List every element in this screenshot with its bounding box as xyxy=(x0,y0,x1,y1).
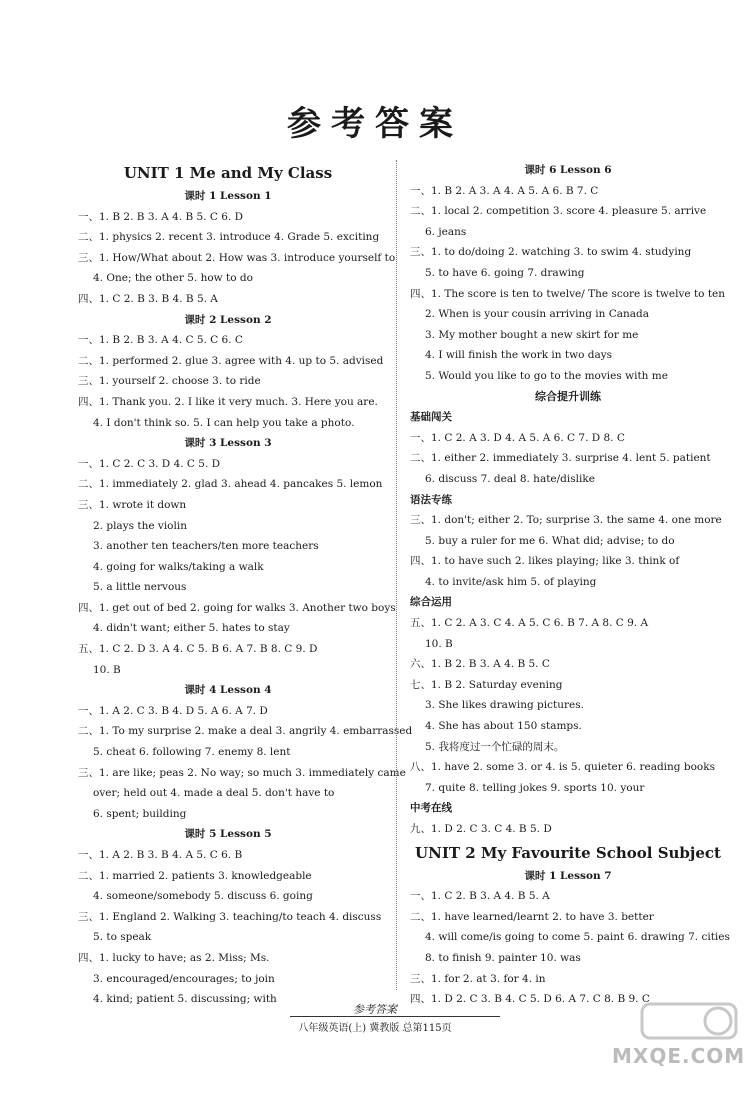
answer-line: 一、1. C 2. C 3. D 4. C 5. D xyxy=(78,457,221,470)
answer-line: 5. cheat 6. following 7. enemy 8. lent xyxy=(93,746,291,759)
answer-line: 4. will come/is going to come 5. paint 6. drawing 7. cities xyxy=(425,931,730,944)
answer-line: 7. quite 8. telling jokes 9. sports 10. your xyxy=(425,781,645,794)
answer-line: 4. One; the other 5. how to do xyxy=(93,272,253,285)
lesson-heading: 课时 1 Lesson 1 xyxy=(184,190,272,202)
lesson-heading: 课时 6 Lesson 6 xyxy=(524,164,612,176)
answer-line: 四、1. Thank you. 2. I like it very much. 3. Here you are. xyxy=(78,395,378,408)
answer-line: 二、1. local 2. competition 3. score 4. pleasure 5. arrive xyxy=(410,205,707,218)
watermark-text: MXQE.COM xyxy=(612,1044,746,1068)
answer-line: 四、1. lucky to have; as 2. Miss; Ms. xyxy=(78,951,270,964)
answer-line: 二、1. To my surprise 2. make a deal 3. angrily 4. embarrassed xyxy=(78,725,413,738)
answer-line: 一、1. A 2. B 3. B 4. A 5. C 6. B xyxy=(78,849,243,861)
answer-line: 四、1. to have such 2. likes playing; like 3. think of xyxy=(410,555,680,568)
answer-line: 二、1. physics 2. recent 3. introduce 4. Grade 5. exciting xyxy=(78,231,380,244)
answer-line: 4. going for walks/taking a walk xyxy=(93,560,264,573)
answer-line: 三、1. yourself 2. choose 3. to ride xyxy=(78,375,261,388)
watermark-logo-icon xyxy=(640,1000,738,1042)
answer-line: 3. encouraged/encourages; to join xyxy=(93,972,275,985)
answer-line: 4. kind; patient 5. discussing; with xyxy=(93,993,277,1006)
right-answer-column xyxy=(410,160,730,1010)
answer-line: 一、1. B 2. B 3. A 4. B 5. C 6. D xyxy=(78,210,244,223)
section-heading: 综合提升训练 xyxy=(535,389,601,403)
answer-line: 三、1. England 2. Walking 3. teaching/to teach 4. discuss xyxy=(78,910,382,923)
subsection-heading: 综合运用 xyxy=(410,596,452,609)
answer-line: 4. to invite/ask him 5. of playing xyxy=(425,575,597,588)
answer-line: 四、1. The score is ten to twelve/ The score is twelve to ten xyxy=(410,287,726,300)
subsection-heading: 中考在线 xyxy=(410,802,452,815)
answer-line: 八、1. have 2. some 3. or 4. is 5. quieter 6. reading books xyxy=(410,761,715,774)
answer-line: 5. to speak xyxy=(93,931,152,944)
answer-line: 5. to have 6. going 7. drawing xyxy=(425,266,585,279)
answer-line: 3. My mother bought a new skirt for me xyxy=(425,328,639,341)
answer-line: 10. B xyxy=(93,663,121,676)
answer-line: 3. She likes drawing pictures. xyxy=(425,699,584,712)
answer-line: 二、1. performed 2. glue 3. agree with 4. up to 5. advised xyxy=(78,354,384,367)
answer-line: 4. someone/somebody 5. discuss 6. going xyxy=(93,890,313,903)
answer-line: 5. buy a ruler for me 6. What did; advise; to do xyxy=(425,534,675,547)
answer-line: 5. a little nervous xyxy=(93,581,187,594)
answer-line: 七、1. B 2. Saturday evening xyxy=(410,678,563,691)
lesson-heading: 课时 5 Lesson 5 xyxy=(184,828,272,841)
answer-line: 6. jeans xyxy=(425,225,467,238)
answer-line: 五、1. C 2. D 3. A 4. C 5. B 6. A 7. B 8. C 9. D xyxy=(78,643,318,656)
answer-line: 5. Would you like to go to the movies with me xyxy=(425,369,668,382)
answer-line: 三、1. How/What about 2. How was 3. introduce yourself to xyxy=(78,251,396,264)
lesson-heading: 课时 2 Lesson 2 xyxy=(184,313,272,326)
answer-line: 六、1. B 2. B 3. A 4. B 5. C xyxy=(410,658,550,671)
column-divider xyxy=(396,160,397,990)
footer-title: 参考答案 xyxy=(353,1003,397,1016)
answer-line: 4. I will finish the work in two days xyxy=(425,349,613,362)
answer-line: 8. to finish 9. painter 10. was xyxy=(425,951,581,964)
page-title: 参考答案 xyxy=(287,104,463,144)
answer-line: 五、1. C 2. A 3. C 4. A 5. C 6. B 7. A 8. C 9. A xyxy=(410,617,649,630)
answer-line: 三、1. to do/doing 2. watching 3. to swim 4. studying xyxy=(410,246,692,259)
answer-line: 四、1. get out of bed 2. going for walks 3. Another two boys xyxy=(78,601,396,614)
answer-line: 一、1. B 2. A 3. A 4. A 5. A 6. B 7. C xyxy=(410,184,599,197)
answer-line: 四、1. C 2. B 3. B 4. B 5. A xyxy=(78,292,218,305)
answer-line: 一、1. B 2. B 3. A 4. C 5. C 6. C xyxy=(78,334,243,347)
answer-line: 二、1. married 2. patients 3. knowledgeable xyxy=(78,869,312,882)
answer-line: 6. spent; building xyxy=(93,807,187,820)
answer-line: 二、1. immediately 2. glad 3. ahead 4. pancakes 5. lemon xyxy=(78,478,383,491)
answer-line: 二、1. either 2. immediately 3. surprise 4. lent 5. patient xyxy=(410,452,711,465)
answer-line: 3. another ten teachers/ten more teachers xyxy=(93,540,319,553)
lesson-heading: 课时 4 Lesson 4 xyxy=(184,684,272,697)
answer-line: 四、1. D 2. C 3. B 4. C 5. D 6. A 7. C 8. B 9. C xyxy=(410,993,650,1006)
footer-rule xyxy=(290,1016,500,1017)
unit-heading: UNIT 1 Me and My Class xyxy=(123,164,333,182)
answer-line: 九、1. D 2. C 3. C 4. B 5. D xyxy=(410,823,552,835)
answer-line: 4. She has about 150 stamps. xyxy=(425,720,582,733)
answer-line: 一、1. C 2. A 3. D 4. A 5. A 6. C 7. D 8. C xyxy=(410,431,625,444)
answer-line: 三、1. are like; peas 2. No way; so much 3. immediately came xyxy=(78,766,406,779)
footer-subtitle: 八年级英语(上) 冀教版 总第115页 xyxy=(298,1023,452,1034)
answer-line: 5. 我将度过一个忙碌的周末。 xyxy=(425,740,565,753)
answer-line: 三、1. for 2. at 3. for 4. in xyxy=(410,972,546,985)
answer-line: 4. didn't want; either 5. hates to stay xyxy=(93,622,290,635)
answer-line: 6. discuss 7. deal 8. hate/dislike xyxy=(425,472,595,485)
answer-line: 三、1. don't; either 2. To; surprise 3. the same 4. one more xyxy=(410,514,722,527)
lesson-heading: 课时 1 Lesson 7 xyxy=(524,869,612,882)
answer-line: 2. plays the violin xyxy=(93,519,187,532)
answer-line: 4. I don't think so. 5. I can help you take a photo. xyxy=(93,416,355,429)
subsection-heading: 基础闯关 xyxy=(410,411,452,424)
answer-line: 一、1. A 2. C 3. B 4. D 5. A 6. A 7. D xyxy=(78,704,268,717)
answer-line: 三、1. wrote it down xyxy=(78,498,187,511)
lesson-heading: 课时 3 Lesson 3 xyxy=(184,437,272,450)
answer-line: over; held out 4. made a deal 5. don't have to xyxy=(93,787,335,800)
answer-line: 2. When is your cousin arriving in Canada xyxy=(425,308,650,321)
answer-line: 二、1. have learned/learnt 2. to have 3. better xyxy=(410,910,654,923)
subsection-heading: 语法专练 xyxy=(410,493,452,506)
answer-line: 一、1. C 2. B 3. A 4. B 5. A xyxy=(410,890,550,903)
unit-heading: UNIT 2 My Favourite School Subject xyxy=(415,843,721,862)
answer-line: 10. B xyxy=(425,637,453,650)
